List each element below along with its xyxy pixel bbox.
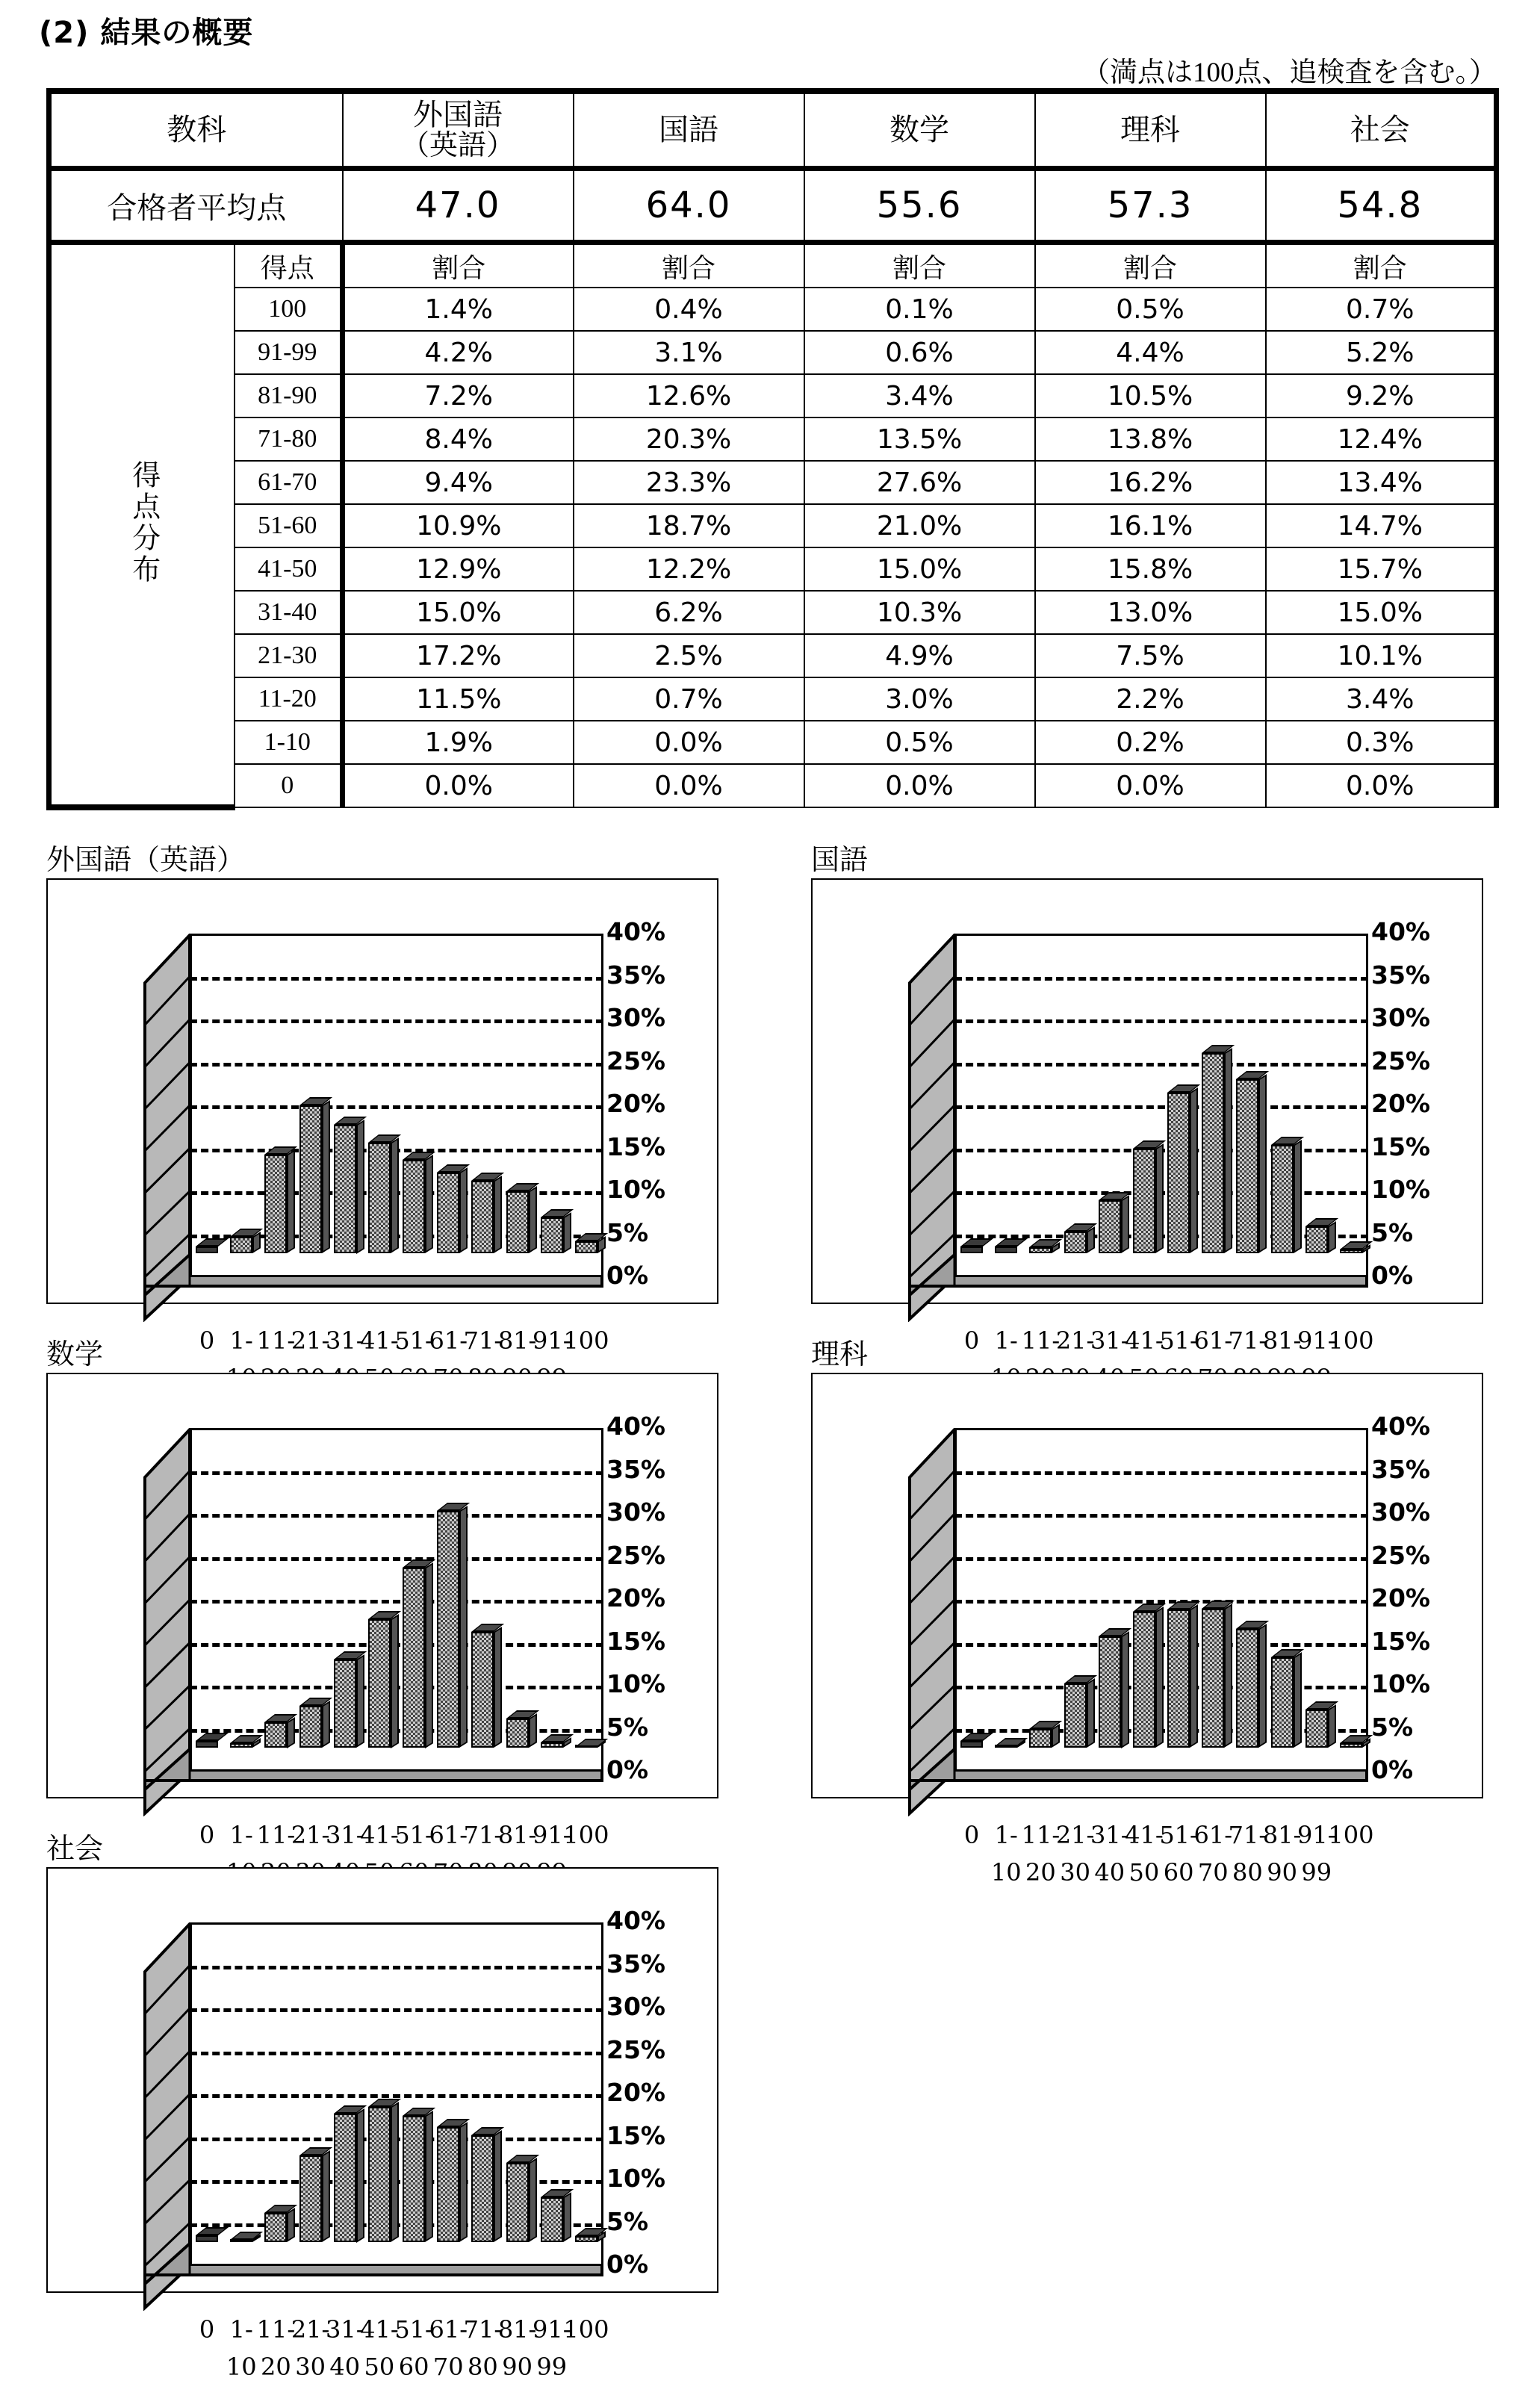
distribution-subheader-row	[49, 243, 1497, 288]
subject-header-1: 国語	[574, 91, 804, 169]
x-tick-label-9: 81-	[497, 1821, 537, 1849]
y-tick-label-30: 30%	[1371, 1003, 1430, 1032]
bar-layer-3	[954, 1404, 1368, 1748]
y-tick-label-25: 25%	[606, 1540, 665, 1570]
x-tick-label-5: 41-	[1125, 1326, 1164, 1355]
pct-r4-c0: 9.4%	[343, 461, 574, 504]
pct-r2-c0: 7.2%	[343, 374, 574, 417]
x-tick-label-2: 11-	[1021, 1326, 1061, 1355]
y-tick-label-30: 30%	[1371, 1497, 1430, 1527]
chart-panel-4	[46, 1867, 718, 2381]
y-tick-label-10: 10%	[606, 1669, 665, 1698]
x-tick-label-8: 71-	[1228, 1326, 1267, 1355]
x-tick-label-6: 51-	[394, 1821, 433, 1849]
y-tick-label-5: 5%	[1371, 1217, 1414, 1247]
pct-r0-c4: 0.7%	[1266, 288, 1497, 331]
y-tick-label-25: 25%	[606, 2034, 665, 2064]
x-tick-label-11: 100	[1328, 1326, 1374, 1355]
x-tick-label-0: 0	[963, 1326, 980, 1355]
x-tick-label-4: 31- 40	[1090, 1821, 1129, 1887]
y-tick-label-25: 25%	[1371, 1540, 1430, 1570]
chart-title-1: 国語	[811, 845, 869, 876]
x-tick-label-6: 51- 60	[394, 2315, 433, 2381]
ratio-header-2: 割合	[804, 243, 1035, 288]
pct-r9-c2: 3.0%	[804, 677, 1035, 721]
score-band-1: 91-99	[235, 331, 343, 374]
average-value-1: 64.0	[574, 169, 804, 243]
pct-r1-c3: 4.4%	[1035, 331, 1266, 374]
x-tick-label-1: 1- 10	[226, 2315, 257, 2381]
y-tick-label-10: 10%	[1371, 1175, 1430, 1204]
pct-r3-c0: 8.4%	[343, 417, 574, 461]
x-tick-label-5: 41- 50	[1125, 1821, 1164, 1887]
score-band-0: 100	[235, 288, 343, 331]
table-row	[49, 634, 1497, 677]
x-tick-label-8: 71-	[463, 1821, 503, 1849]
bar-layer-0	[190, 910, 603, 1253]
y-tick-label-40: 40%	[1371, 917, 1430, 946]
subject-header-4: 社会	[1266, 91, 1497, 169]
y-tick-label-0: 0%	[606, 1261, 649, 1290]
score-band-7: 31-40	[235, 591, 343, 634]
bar-layer-4	[190, 1899, 603, 2242]
pct-r5-c2: 21.0%	[804, 504, 1035, 547]
x-tick-label-11: 100	[1328, 1821, 1374, 1849]
pct-r8-c0: 17.2%	[343, 634, 574, 677]
x-tick-label-11: 100	[563, 2315, 609, 2344]
score-header-cell: 得点	[235, 243, 343, 288]
chart-title-4: 社会	[46, 1834, 104, 1865]
pct-r1-c2: 0.6%	[804, 331, 1035, 374]
x-tick-label-9: 81-	[1262, 1326, 1302, 1355]
pct-r6-c3: 15.8%	[1035, 547, 1266, 591]
x-tick-label-11: 100	[563, 1326, 609, 1355]
pct-r7-c3: 13.0%	[1035, 591, 1266, 634]
y-tick-label-25: 25%	[606, 1046, 665, 1075]
table-note: （満点は100点、追検査を含む。）	[1082, 58, 1497, 88]
pct-r11-c2: 0.0%	[804, 764, 1035, 807]
pct-r6-c0: 12.9%	[343, 547, 574, 591]
x-tick-label-10: 91- 99	[532, 2315, 571, 2381]
y-tick-label-30: 30%	[606, 1497, 665, 1527]
ratio-header-1: 割合	[574, 243, 804, 288]
x-tick-label-3: 21-	[291, 1821, 330, 1849]
y-tick-label-10: 10%	[606, 1175, 665, 1204]
y-tick-label-0: 0%	[1371, 1261, 1414, 1290]
y-tick-label-20: 20%	[606, 1583, 665, 1612]
pct-r9-c4: 3.4%	[1266, 677, 1497, 721]
pct-r6-c4: 15.7%	[1266, 547, 1497, 591]
y-tick-label-0: 0%	[606, 1755, 649, 1784]
ratio-header-3: 割合	[1035, 243, 1266, 288]
y-tick-label-5: 5%	[606, 1217, 649, 1247]
table-row	[49, 677, 1497, 721]
x-tick-label-10: 91- 99	[1297, 1821, 1336, 1887]
x-tick-label-4: 31-	[1090, 1326, 1129, 1355]
x-tick-label-1: 1-	[229, 1326, 253, 1355]
x-tick-label-7: 61-	[429, 1326, 468, 1355]
table-header-row	[49, 91, 1497, 169]
y-tick-label-5: 5%	[606, 2206, 649, 2236]
pct-r5-c0: 10.9%	[343, 504, 574, 547]
table-row	[49, 547, 1497, 591]
table-row	[49, 331, 1497, 374]
table-row	[49, 504, 1497, 547]
ratio-header-0: 割合	[343, 243, 574, 288]
x-tick-label-10: 91-	[532, 1326, 571, 1355]
pct-r8-c3: 7.5%	[1035, 634, 1266, 677]
pct-r1-c4: 5.2%	[1266, 331, 1497, 374]
score-band-8: 21-30	[235, 634, 343, 677]
y-tick-label-35: 35%	[606, 1949, 665, 1978]
x-tick-label-7: 61-	[429, 1821, 468, 1849]
score-band-3: 71-80	[235, 417, 343, 461]
y-tick-label-10: 10%	[606, 2164, 665, 2193]
table-row	[49, 721, 1497, 764]
x-tick-label-4: 31-	[325, 1821, 364, 1849]
y-tick-label-5: 5%	[606, 1712, 649, 1742]
pct-r10-c3: 0.2%	[1035, 721, 1266, 764]
average-value-2: 55.6	[804, 169, 1035, 243]
pct-r4-c2: 27.6%	[804, 461, 1035, 504]
y-tick-label-35: 35%	[1371, 1454, 1430, 1484]
subject-header-cell: 教科	[49, 91, 343, 169]
pct-r3-c2: 13.5%	[804, 417, 1035, 461]
x-tick-label-5: 41-	[360, 1326, 399, 1355]
pct-r4-c3: 16.2%	[1035, 461, 1266, 504]
score-band-9: 11-20	[235, 677, 343, 721]
pct-r2-c3: 10.5%	[1035, 374, 1266, 417]
pct-r1-c1: 3.1%	[574, 331, 804, 374]
average-row-label: 合格者平均点	[49, 169, 343, 243]
pct-r2-c4: 9.2%	[1266, 374, 1497, 417]
plot-area-4	[143, 1906, 665, 2287]
table-row	[49, 591, 1497, 634]
pct-r9-c3: 2.2%	[1035, 677, 1266, 721]
x-tick-label-5: 41- 50	[360, 2315, 399, 2381]
table-row	[49, 417, 1497, 461]
x-tick-label-7: 61-	[1193, 1326, 1233, 1355]
pct-r7-c0: 15.0%	[343, 591, 574, 634]
pct-r4-c4: 13.4%	[1266, 461, 1497, 504]
x-tick-label-2: 11- 20	[256, 2315, 296, 2381]
pct-r0-c0: 1.4%	[343, 288, 574, 331]
x-tick-label-10: 91-	[1297, 1326, 1336, 1355]
x-tick-label-10: 91-	[532, 1821, 571, 1849]
pct-r1-c0: 4.2%	[343, 331, 574, 374]
y-tick-label-20: 20%	[606, 1089, 665, 1118]
y-tick-label-15: 15%	[1371, 1131, 1430, 1161]
pct-r2-c2: 3.4%	[804, 374, 1035, 417]
x-tick-label-2: 11-	[256, 1326, 296, 1355]
x-tick-label-0: 0	[199, 1821, 215, 1849]
y-tick-label-25: 25%	[1371, 1046, 1430, 1075]
pct-r4-c1: 23.3%	[574, 461, 804, 504]
chart-title-2: 数学	[46, 1339, 104, 1370]
x-tick-label-6: 51- 60	[1159, 1821, 1198, 1887]
y-tick-label-30: 30%	[606, 1003, 665, 1032]
pct-r11-c1: 0.0%	[574, 764, 804, 807]
x-tick-label-7: 61- 70	[1193, 1821, 1233, 1887]
pct-r7-c2: 10.3%	[804, 591, 1035, 634]
y-tick-label-20: 20%	[1371, 1583, 1430, 1612]
subject-header-3: 理科	[1035, 91, 1266, 169]
y-tick-label-35: 35%	[606, 960, 665, 990]
y-tick-label-40: 40%	[1371, 1412, 1430, 1441]
score-band-2: 81-90	[235, 374, 343, 417]
score-band-4: 61-70	[235, 461, 343, 504]
plot-area-2	[143, 1412, 665, 1792]
pct-r3-c3: 13.8%	[1035, 417, 1266, 461]
x-tick-label-3: 21-	[291, 1326, 330, 1355]
pct-r10-c0: 1.9%	[343, 721, 574, 764]
pct-r5-c3: 16.1%	[1035, 504, 1266, 547]
y-tick-label-0: 0%	[1371, 1755, 1414, 1784]
score-band-5: 51-60	[235, 504, 343, 547]
table-row	[49, 288, 1497, 331]
table-row	[49, 374, 1497, 417]
pct-r10-c2: 0.5%	[804, 721, 1035, 764]
bar-layer-2	[190, 1404, 603, 1748]
plot-area-1	[908, 917, 1430, 1298]
pct-r11-c4: 0.0%	[1266, 764, 1497, 807]
pct-r5-c1: 18.7%	[574, 504, 804, 547]
x-tick-label-4: 31- 40	[325, 2315, 364, 2381]
subject-header-2: 数学	[804, 91, 1035, 169]
x-tick-label-0: 0	[199, 2315, 215, 2344]
section-heading: (2) 結果の概要	[39, 16, 254, 50]
pct-r10-c1: 0.0%	[574, 721, 804, 764]
chart-title-0: 外国語（英語）	[46, 845, 246, 876]
pct-r5-c4: 14.7%	[1266, 504, 1497, 547]
x-tick-label-5: 41-	[360, 1821, 399, 1849]
y-tick-label-20: 20%	[1371, 1089, 1430, 1118]
pct-r6-c2: 15.0%	[804, 547, 1035, 591]
x-tick-label-8: 71- 80	[463, 2315, 503, 2381]
results-summary-table	[46, 88, 1499, 810]
ratio-header-4: 割合	[1266, 243, 1497, 288]
plot-area-3	[908, 1412, 1430, 1792]
table-row	[49, 764, 1497, 807]
x-tick-label-1: 1-	[229, 1821, 253, 1849]
plot-area-0	[143, 917, 665, 1298]
x-tick-label-9: 81- 90	[1262, 1821, 1302, 1887]
x-tick-label-6: 51-	[394, 1326, 433, 1355]
y-tick-label-40: 40%	[606, 1906, 665, 1935]
x-tick-label-2: 11- 20	[1021, 1821, 1061, 1887]
chart-panel-3	[811, 1373, 1483, 1887]
x-tick-label-4: 31-	[325, 1326, 364, 1355]
x-tick-label-1: 1- 10	[990, 1821, 1022, 1887]
x-tick-label-3: 21-	[1055, 1326, 1095, 1355]
x-tick-label-6: 51-	[1159, 1326, 1198, 1355]
pct-r8-c4: 10.1%	[1266, 634, 1497, 677]
y-tick-label-10: 10%	[1371, 1669, 1430, 1698]
pct-r6-c1: 12.2%	[574, 547, 804, 591]
x-tick-label-8: 71-	[463, 1326, 503, 1355]
distribution-row-label: 得点分布	[49, 243, 235, 808]
pct-r11-c3: 0.0%	[1035, 764, 1266, 807]
pct-r9-c1: 0.7%	[574, 677, 804, 721]
y-tick-label-15: 15%	[606, 1131, 665, 1161]
pct-r3-c1: 20.3%	[574, 417, 804, 461]
x-tick-label-8: 71- 80	[1228, 1821, 1267, 1887]
y-tick-label-5: 5%	[1371, 1712, 1414, 1742]
y-tick-label-15: 15%	[606, 1626, 665, 1656]
y-tick-label-15: 15%	[606, 2120, 665, 2150]
pct-r9-c0: 11.5%	[343, 677, 574, 721]
x-tick-label-3: 21- 30	[1055, 1821, 1095, 1887]
x-tick-label-11: 100	[563, 1821, 609, 1849]
x-tick-label-7: 61- 70	[429, 2315, 468, 2381]
pct-r7-c1: 6.2%	[574, 591, 804, 634]
pct-r8-c2: 4.9%	[804, 634, 1035, 677]
pct-r7-c4: 15.0%	[1266, 591, 1497, 634]
average-value-4: 54.8	[1266, 169, 1497, 243]
y-tick-label-20: 20%	[606, 2078, 665, 2107]
subject-header-0: 外国語 （英語）	[343, 91, 574, 169]
y-tick-label-0: 0%	[606, 2250, 649, 2279]
pct-r2-c1: 12.6%	[574, 374, 804, 417]
pct-r8-c1: 2.5%	[574, 634, 804, 677]
chart-panel-2	[46, 1373, 718, 1849]
x-tick-label-0: 0	[199, 1326, 215, 1355]
x-tick-label-3: 21- 30	[291, 2315, 330, 2381]
y-tick-label-35: 35%	[1371, 960, 1430, 990]
y-tick-label-40: 40%	[606, 1412, 665, 1441]
score-band-10: 1-10	[235, 721, 343, 764]
x-tick-label-9: 81-	[497, 1326, 537, 1355]
x-tick-label-2: 11-	[256, 1821, 296, 1849]
score-band-6: 41-50	[235, 547, 343, 591]
pct-r11-c0: 0.0%	[343, 764, 574, 807]
bar-layer-1	[954, 910, 1368, 1253]
x-tick-label-9: 81- 90	[497, 2315, 537, 2381]
chart-title-3: 理科	[811, 1339, 869, 1370]
score-band-11: 0	[235, 764, 343, 807]
pct-r3-c4: 12.4%	[1266, 417, 1497, 461]
average-value-3: 57.3	[1035, 169, 1266, 243]
pct-r0-c2: 0.1%	[804, 288, 1035, 331]
table-row	[49, 461, 1497, 504]
pct-r0-c1: 0.4%	[574, 288, 804, 331]
pct-r0-c3: 0.5%	[1035, 288, 1266, 331]
pct-r10-c4: 0.3%	[1266, 721, 1497, 764]
y-tick-label-15: 15%	[1371, 1626, 1430, 1656]
x-tick-label-0: 0	[963, 1821, 980, 1849]
x-tick-label-1: 1-	[994, 1326, 1018, 1355]
y-tick-label-40: 40%	[606, 917, 665, 946]
average-row	[49, 169, 1497, 243]
y-tick-label-30: 30%	[606, 1992, 665, 2021]
y-tick-label-35: 35%	[606, 1454, 665, 1484]
average-value-0: 47.0	[343, 169, 574, 243]
